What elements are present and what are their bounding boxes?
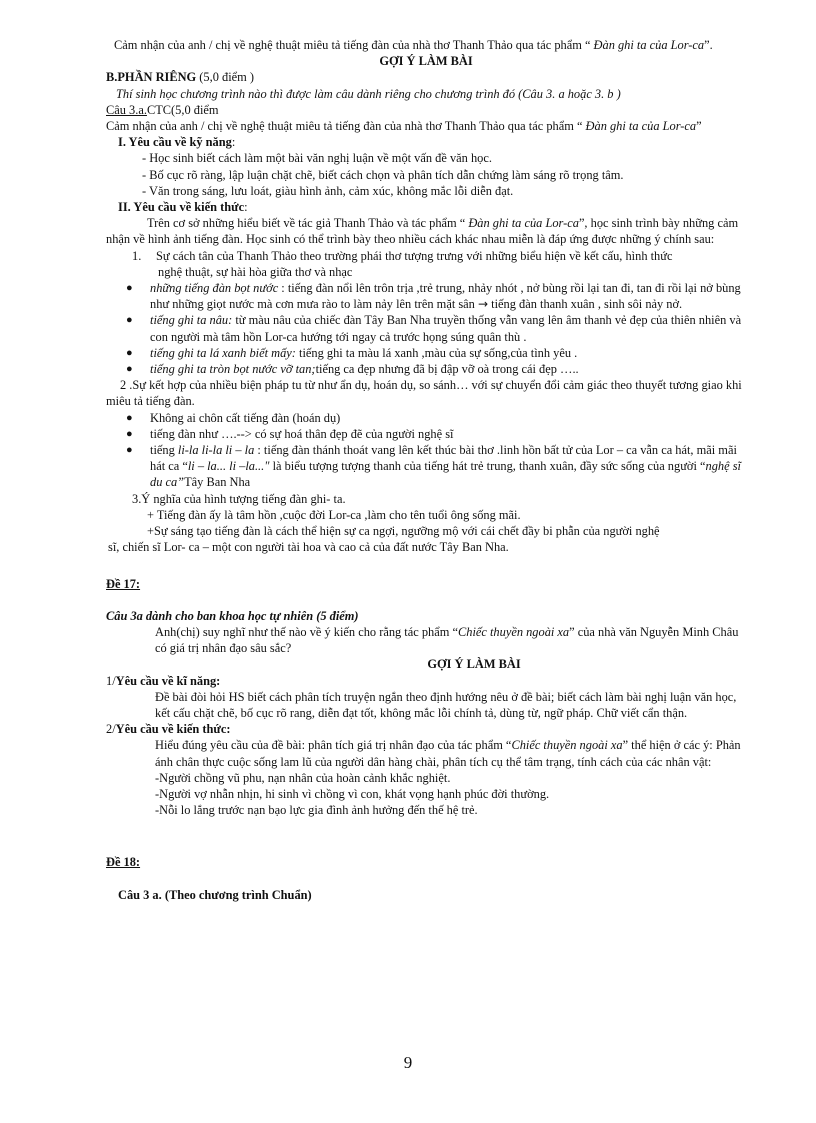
page-number: 9 bbox=[403, 1053, 413, 1072]
de17-skills-text: Đề bài đòi hỏi HS biết cách phân tích truyện ngắn theo định hướng nêu ở đề bài; biết cách làm bài nghị luận văn học, kết cấu chặt chẽ, bố cục rõ rang, diễn đạt tốt, không mắc lỗi chính tả, dùng từ, ngữ pháp. Chữ viết cẩn thận. bbox=[155, 689, 737, 720]
de17-knowledge-text: Hiểu đúng yêu cầu của đề bài: phân tích giá trị nhân đạo của tác phẩm “Chiếc thuyền ngoài xa” thể hiện ở các ý: Phản ánh chân thực cuộc sống lam lũ của người dân hàng chài, phân tích cụ thể tâm trạng, tính cách của các nhân vật: bbox=[155, 738, 741, 769]
list-item: ● tiếng ghi ta tròn bọt nước vỡ tan;tiếng ca đẹp nhưng đã bị đập vỡ oà trong cái đẹp ….. bbox=[126, 362, 579, 377]
intro-prompt: Cảm nhận của anh / chị về nghệ thuật miêu tả tiếng đàn của nhà thơ Thanh Thảo qua tác phẩm “ Đàn ghi ta của Lor-ca”. bbox=[114, 38, 713, 52]
de17-title: Đề 17: bbox=[106, 576, 141, 591]
bullet-icon: ● bbox=[126, 346, 133, 359]
bullet-icon: ● bbox=[126, 314, 133, 327]
point-3-line: + Tiếng đàn ấy là tâm hồn ,cuộc đời Lor-ca ,làm cho tên tuổi ông sống mãi. bbox=[147, 507, 521, 522]
de17-knowledge-item: -Người vợ nhẫn nhịn, hi sinh vì chồng vì con, khát vọng hạnh phúc đời thường. bbox=[155, 786, 550, 801]
point-3-line: +Sự sáng tạo tiếng đàn là cách thể hiện sự ca ngợi, ngưỡng mộ với cái chết đầy bi phẫn của người nghệ bbox=[147, 524, 660, 539]
point-3-line: sĩ, chiến sĩ Lor- ca – một con người tài hoa và cao cả của đất nước Tây Ban Nha. bbox=[108, 540, 509, 555]
list-item: ● tiếng đàn như ….--> có sự hoá thân đẹp đẽ của người nghệ sĩ bbox=[126, 426, 454, 441]
list-item: ● tiếng ghi ta lá xanh biết mấy: tiếng ghi ta màu lá xanh ,màu của sự sống,của tình yêu . bbox=[126, 345, 578, 360]
list-item: ● tiếng li-la li-la li – la : tiếng đàn thánh thoát vang lên kết thúc bài thơ .linh hồn bất tử của Lor – ca vẫn ca hát, mãi mãi hát ca “li – la... li –la..." là biểu tượng tượng thanh của tiếng hát trẻ trung, thanh xuân, đầy sức sống của người “nghệ sĩ du ca”Tây Ban Nha bbox=[126, 443, 741, 490]
document-page bbox=[106, 37, 746, 903]
de17-skills-heading: 1/Yêu cầu về kĩ năng: bbox=[106, 673, 221, 688]
bullet-icon: ● bbox=[126, 427, 133, 440]
de17-knowledge-item: -Nỗi lo lắng trước nạn bạo lực gia đình ảnh hưởng đến thế hệ trẻ. bbox=[155, 803, 478, 818]
skills-item: - Học sinh biết cách làm một bài văn nghị luận về một vấn đề văn học. bbox=[142, 151, 492, 166]
de18-title: Đề 18: bbox=[106, 855, 141, 870]
de17-guide-heading: GỢI Ý LÀM BÀI bbox=[427, 657, 521, 672]
list-item: ● Không ai chôn cất tiếng đàn (hoán dụ) bbox=[126, 410, 341, 425]
q3a-prompt: Cảm nhận của anh / chị về nghệ thuật miêu tả tiếng đàn của nhà thơ Thanh Thảo qua tác phẩm “ Đàn ghi ta của Lor-ca” bbox=[106, 119, 702, 134]
section-b-heading: B.PHẦN RIÊNG (5,0 điểm ) bbox=[106, 70, 254, 85]
de18-question-title: Câu 3 a. (Theo chương trình Chuẩn) bbox=[118, 887, 312, 902]
intro-work-title: Đàn ghi ta của Lor-ca bbox=[593, 38, 705, 52]
skills-heading: I. Yêu cầu về kỹ năng: bbox=[118, 135, 236, 150]
knowledge-heading: II. Yêu cầu về kiến thức: bbox=[118, 200, 248, 215]
de17-question-title: Câu 3a dành cho ban khoa học tự nhiên (5 điểm) bbox=[106, 608, 359, 623]
de17-knowledge-item: -Người chồng vũ phu, nạn nhân của hoàn cảnh khắc nghiệt. bbox=[155, 770, 451, 785]
bullet-icon: ● bbox=[126, 282, 133, 295]
bullet-icon: ● bbox=[126, 444, 133, 457]
de17-knowledge-heading: 2/Yêu cầu về kiến thức: bbox=[106, 722, 231, 737]
guide-heading: GỢI Ý LÀM BÀI bbox=[379, 54, 473, 69]
skills-item: - Văn trong sáng, lưu loát, giàu hình ảnh, cảm xúc, không mắc lỗi diễn đạt. bbox=[142, 183, 514, 198]
section-b-note: Thí sinh học chương trình nào thì được làm câu dành riêng cho chương trình đó (Câu 3. a hoặc 3. b ) bbox=[116, 86, 621, 101]
list-item: ● những tiếng đàn bọt nước : tiếng đàn nổi lên trôn trịa ,trẻ trung, nhảy nhót , nở bùng rồi lại tan đi, tan đi rồi lại nở bùng như những giọt nước mà cơn mưa rào to làm nảy lên trên mặt sân → tiếng đàn thanh xuân , sinh sôi nảy nở. bbox=[126, 281, 741, 312]
bullet-icon: ● bbox=[126, 411, 133, 424]
q3a-heading: Câu 3.a.CTC(5,0 điểm bbox=[106, 102, 219, 117]
point-1: 1. Sự cách tân của Thanh Thảo theo trường phái thơ tượng trưng với những biểu hiện về kết cấu, hình thức nghệ thuật, sự hài hòa giữa thơ và nhạc bbox=[132, 248, 673, 279]
arrow-right-icon: → bbox=[477, 297, 489, 312]
de17-question: Anh(chị) suy nghĩ như thế nào về ý kiến cho rằng tác phẩm “Chiếc thuyền ngoài xa” của nhà văn Nguyễn Minh Châu có giá trị nhân đạo sâu sắc? bbox=[155, 624, 739, 656]
list-item: ● tiếng ghi ta nâu: từ màu nâu của chiếc đàn Tây Ban Nha truyền thống vẫn vang lên âm thanh vẻ đẹp của thiên nhiên và con người mà tâm hồn Lor-ca hướng tới ngay cả trước họng súng quân thù . bbox=[126, 313, 742, 344]
point-3-title: 3.Ý nghĩa của hình tượng tiếng đàn ghi- ta. bbox=[132, 491, 346, 506]
point-2: 2 .Sự kết hợp của nhiều biện pháp tu từ như ẩn dụ, hoán dụ, so sánh… với sự chuyển đổi cảm giác theo thuyết tương giao khi miêu tả tiếng đàn. bbox=[106, 378, 742, 409]
skills-item: - Bố cục rõ ràng, lập luận chặt chẽ, biết cách chọn và phân tích dẫn chứng làm sáng rõ trọng tâm. bbox=[142, 167, 624, 182]
knowledge-paragraph: Trên cơ sở những hiểu biết về tác giả Thanh Thảo và tác phẩm “ Đàn ghi ta của Lor-ca”, học sinh trình bày những cảm nhận về hình ảnh tiếng đàn. Học sinh có thể trình bày theo nhiều cách khác nhau miễn là đáp ứng được những ý chính sau: bbox=[106, 216, 739, 247]
bullet-icon: ● bbox=[126, 363, 133, 376]
